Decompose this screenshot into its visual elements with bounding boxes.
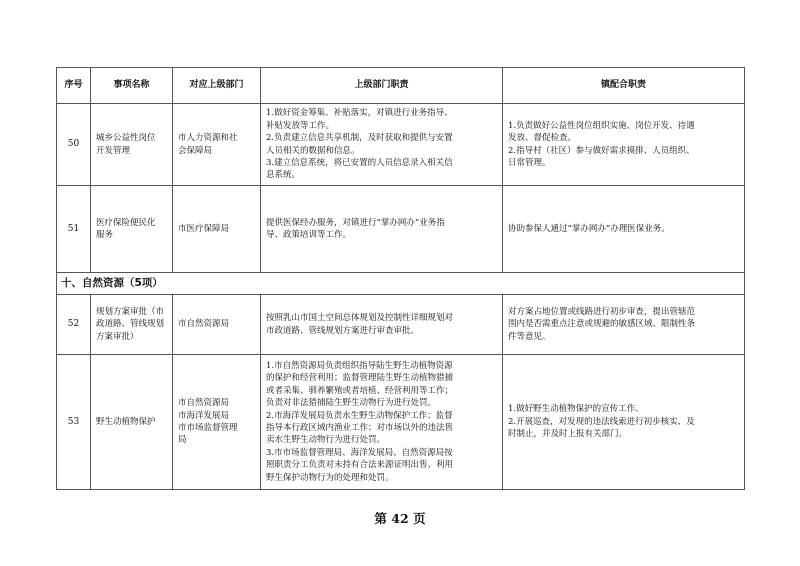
cell-line: 的保护和经营利用；监督管理陆生野生动植物猎捕 [266, 373, 454, 384]
cell-line: 会保障局 [178, 145, 213, 156]
header-no: 序号 [57, 68, 91, 104]
row-no: 52 [57, 295, 91, 355]
page-prefix: 第 [374, 511, 387, 526]
cell-line: 按照乳山市国土空间总体规划及控制性详细规划对 [266, 313, 454, 324]
cell-line: 野生保护动物行为的处理和处罚。 [266, 472, 394, 483]
cell-line: 野生动植物保护 [96, 416, 156, 427]
cell-line: 人员相关的数据和信息。 [266, 145, 360, 156]
cell-line: 导、政策培训等工作。 [266, 230, 352, 240]
table-row [57, 355, 745, 490]
cell-line: 时制止，并及时上报有关部门。 [508, 429, 628, 440]
cell-line: 城乡公益性岗位 [96, 133, 156, 144]
row-dept [173, 104, 261, 186]
cell-line: 市市场监督管理 [178, 423, 238, 433]
cell-line: 2.指导村（社区）参与做好需求摸排、人员组织、 [508, 145, 695, 156]
cell-line: 市政道路、管线规划方案进行审查审批。 [266, 325, 420, 336]
table-row [57, 295, 745, 355]
cell-line: 规划方案审批（市 [96, 306, 165, 317]
row-no: 50 [57, 104, 91, 186]
cell-line: 3.建立信息系统，将已安置的人员信息录入相关信 [266, 157, 453, 168]
table-row [57, 104, 745, 186]
cell-line: 发放、督促检查。 [508, 133, 577, 144]
cell-line: 2.负责建立信息共享机制，及时获取和提供与安置 [266, 133, 453, 144]
cell-line: 或者采集、驯养繁殖或者培植、经营利用等工作； [266, 385, 454, 396]
cell-line: 服务 [96, 230, 114, 240]
cell-line: 卖水生野生动物行为进行处罚。 [266, 435, 386, 446]
cell-line: 方案审批） [96, 331, 139, 342]
cell-line: 息系统。 [266, 170, 301, 181]
row-upper-duty [261, 186, 503, 273]
row-no: 51 [57, 186, 91, 273]
row-dept [173, 186, 261, 273]
cell-line: 市医疗保障局 [178, 223, 230, 234]
cell-line: 指导本行政区域内渔业工作；对市场以外的违法售 [266, 423, 454, 433]
section-title: 十、自然资源（5项） [57, 273, 745, 295]
cell-line: 件等意见。 [508, 331, 551, 342]
duty-table [56, 67, 745, 490]
header-town-duty: 镇配合职责 [503, 68, 745, 104]
header-item-name: 事项名称 [91, 68, 173, 104]
cell-line: 开发管理 [96, 145, 131, 156]
header-dept: 对应上级部门 [173, 68, 261, 104]
cell-line: 1.做好野生动植物保护的宣传工作。 [508, 404, 644, 415]
row-upper-duty [261, 295, 503, 355]
page-suffix: 页 [413, 511, 426, 526]
cell-line: 市自然资源局 [178, 319, 230, 330]
row-dept [173, 295, 261, 355]
cell-line: 提供医保经办服务，对镇进行“掌办网办”业务指 [266, 217, 445, 228]
cell-line: 市人力资源和社 [178, 133, 238, 144]
table-row [57, 186, 745, 273]
cell-line: 负责对非法猎捕陆生野生动物行为进行处罚。 [266, 398, 437, 409]
cell-line: 日常管理。 [508, 157, 551, 168]
row-no: 53 [57, 355, 91, 490]
page-value: 42 [391, 511, 409, 526]
section-row [57, 273, 745, 295]
cell-line: 3.市市场监督管理局、海洋发展局、自然资源局按 [266, 447, 453, 458]
row-town-duty [503, 104, 745, 186]
cell-line: 2.市海洋发展局负责水生野生动物保护工作；监督 [266, 410, 453, 421]
row-town-duty [503, 355, 745, 490]
cell-line: 照职责分工负责对未持有合法来源证明出售、利用 [266, 460, 454, 471]
cell-line: 补贴发放等工作。 [266, 120, 335, 131]
cell-line: 医疗保险便民化 [96, 217, 156, 228]
cell-line: 1.做好资金筹集、补贴落实，对镇进行业务指导、 [266, 108, 453, 119]
cell-line: 局 [178, 435, 187, 446]
row-item-name [91, 355, 173, 490]
cell-line: 市自然资源局 [178, 398, 230, 409]
page-number [0, 509, 800, 527]
row-upper-duty [261, 355, 503, 490]
row-item-name [91, 186, 173, 273]
header-upper-duty: 上级部门职责 [261, 68, 503, 104]
row-item-name [91, 104, 173, 186]
row-town-duty [503, 186, 745, 273]
row-item-name [91, 295, 173, 355]
cell-line: 1.负责做好公益性岗位组织实施、岗位开发、待遇 [508, 120, 695, 131]
table-header-row [57, 68, 745, 104]
row-town-duty [503, 295, 745, 355]
cell-line: 市海洋发展局 [178, 410, 230, 421]
cell-line: 协助参保人通过“掌办网办”办理医保业务。 [508, 223, 670, 234]
row-upper-duty [261, 104, 503, 186]
cell-line: 政道路、管线规划 [96, 319, 165, 330]
cell-line: 对方案占地位置或线路进行初步审查，提出管辖范 [508, 306, 696, 317]
cell-line: 1.市自然资源局负责组织指导陆生野生动植物资源 [266, 360, 453, 371]
row-dept [173, 355, 261, 490]
cell-line: 围内是否需重点注意或规避的敏感区域、限制性条 [508, 319, 696, 330]
cell-line: 2.开展巡查，对发现的违法线索进行初步核实、及 [508, 416, 695, 427]
